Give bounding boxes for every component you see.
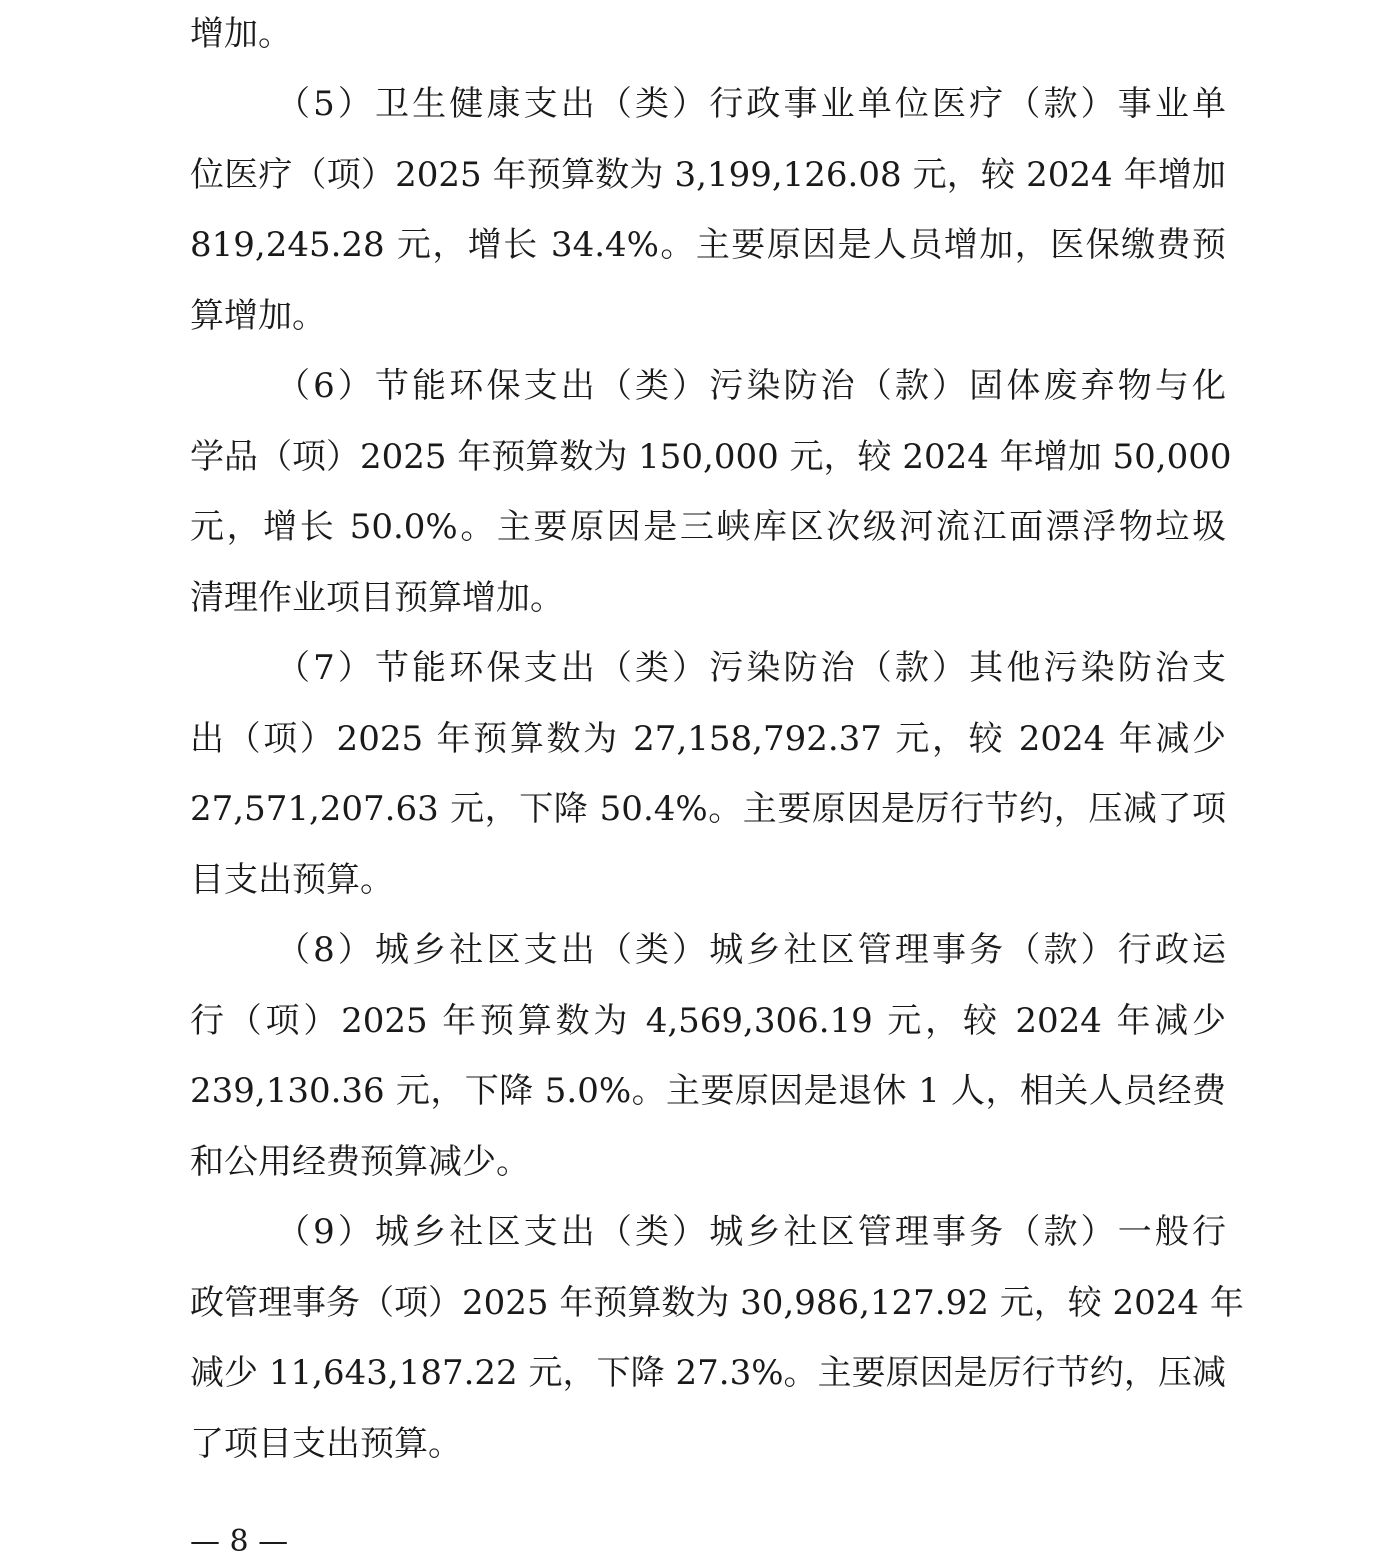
paragraph-7-line-1: （7）节能环保支出（类）污染防治（款）其他污染防治支	[276, 648, 1226, 688]
text-line: 减少 11,643,187.22 元，下降 27.3%。主要原因是厉行节约，压减	[190, 1353, 1226, 1393]
text-line: 算增加。	[190, 296, 326, 336]
text-line: 目支出预算。	[190, 860, 394, 900]
paragraph-6-line-1: （6）节能环保支出（类）污染防治（款）固体废弃物与化	[276, 366, 1226, 406]
text-line: 增加。	[190, 14, 292, 54]
paragraph-9-line-1: （9）城乡社区支出（类）城乡社区管理事务（款）一般行	[276, 1212, 1226, 1252]
text-line: 27,571,207.63 元，下降 50.4%。主要原因是厉行节约，压减了项	[190, 789, 1226, 829]
text-line: 出（项）2025 年预算数为 27,158,792.37 元，较 2024 年减少	[190, 719, 1226, 759]
paragraph-8-line-1: （8）城乡社区支出（类）城乡社区管理事务（款）行政运	[276, 930, 1226, 970]
text-line: 了项目支出预算。	[190, 1424, 462, 1464]
text-line: 政管理事务（项）2025 年预算数为 30,986,127.92 元，较 2024 年	[190, 1283, 1244, 1323]
text-line: 位医疗（项）2025 年预算数为 3,199,126.08 元，较 2024 年增加	[190, 155, 1226, 195]
text-line: 行（项）2025 年预算数为 4,569,306.19 元，较 2024 年减少	[190, 1001, 1226, 1041]
page-number: — 8 —	[190, 1524, 289, 1559]
text-line: 元，增长 50.0%。主要原因是三峡库区次级河流江面漂浮物垃圾	[190, 507, 1226, 547]
text-line: 239,130.36 元，下降 5.0%。主要原因是退休 1 人，相关人员经费	[190, 1071, 1226, 1111]
text-line: 819,245.28 元，增长 34.4%。主要原因是人员增加，医保缴费预	[190, 225, 1226, 265]
text-line: 和公用经费预算减少。	[190, 1142, 530, 1182]
paragraph-5-line-1: （5）卫生健康支出（类）行政事业单位医疗（款）事业单	[276, 84, 1226, 124]
text-line: 清理作业项目预算增加。	[190, 578, 564, 618]
text-line: 学品（项）2025 年预算数为 150,000 元，较 2024 年增加 50,000	[190, 437, 1232, 477]
